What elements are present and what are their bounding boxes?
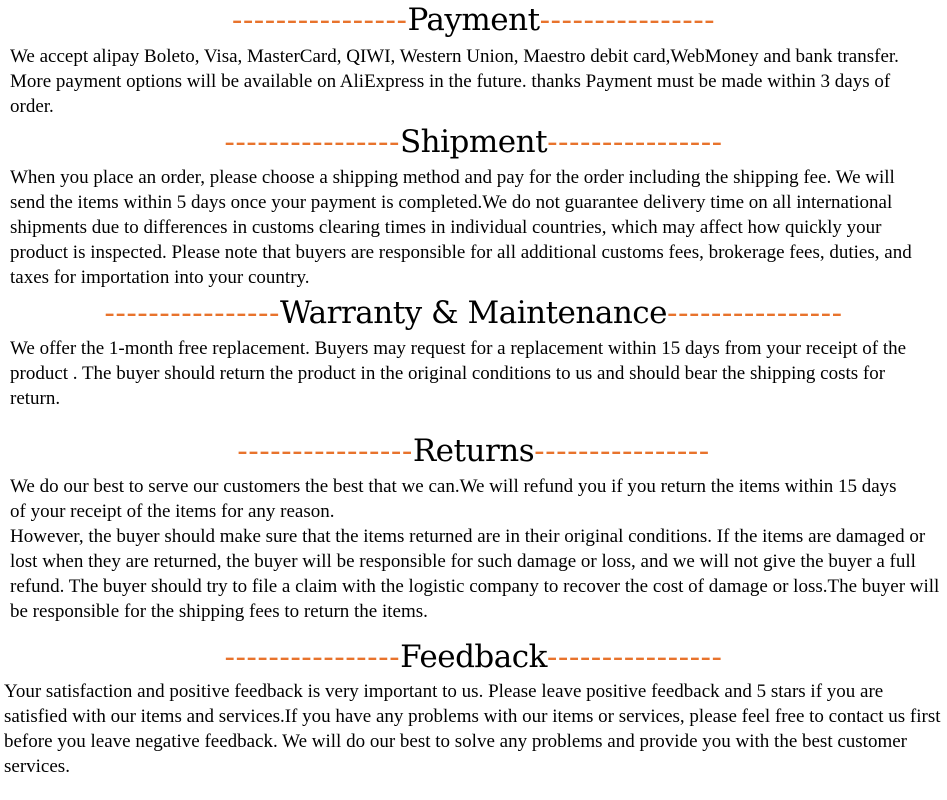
shipment-heading [0, 124, 947, 160]
feedback-heading [0, 639, 947, 675]
heading-dashes-right: ---------------- [547, 124, 723, 160]
payment-text [10, 44, 930, 119]
warranty-paragraph: We offer the 1-month free replacement. Buyers may request for a replacement within 15 days from your receipt of the product . The buyer should return the product in the original conditions to us and should bear the shipping costs for return. [10, 338, 907, 409]
returns-heading [0, 433, 947, 469]
feedback-title: Feedback [400, 639, 547, 675]
returns-paragraph-2: However, the buyer should make sure that the items returned are in their original conditions. If the items are damaged or lost when they are returned, the buyer will be responsible for such damage or loss, and we will not give the buyer a full refund. The buyer should try to file a claim with the logistic company to recover the cost of damage or loss.The buyer will be responsible for the shipping fees to return the items. [10, 526, 940, 622]
returns-text [10, 474, 945, 624]
feedback-text [4, 679, 946, 779]
payment-heading [0, 2, 947, 38]
payment-paragraph: We accept alipay Boleto, Visa, MasterCard, QIWI, Western Union, Maestro debit card,WebMoney and bank transfer. More payment options will be available on AliExpress in the future. thanks Payment must be made within 3 days of order. [10, 46, 899, 117]
heading-dashes-left: ---------------- [224, 124, 400, 160]
heading-dashes-left: ---------------- [231, 2, 408, 38]
shipment-title: Shipment [399, 124, 548, 160]
heading-dashes-left: ---------------- [104, 295, 280, 331]
heading-dashes-right: ---------------- [546, 639, 723, 675]
payment-title: Payment [407, 2, 540, 38]
heading-dashes-right: ---------------- [667, 295, 843, 331]
warranty-heading [0, 295, 947, 331]
returns-title: Returns [412, 433, 535, 469]
heading-dashes-left: ---------------- [237, 433, 413, 469]
heading-dashes-left: ---------------- [224, 639, 401, 675]
shipment-text [10, 165, 930, 290]
shipment-paragraph: When you place an order, please choose a shipping method and pay for the order including the shipping fee. We will send the items within 5 days once your payment is completed.We do not guarantee delivery time on all international shipments due to differences in customs clearing times in individual countries, which may affect how quickly your product is inspected. Please note that buyers are responsible for all additional customs fees, brokerage fees, duties, and taxes for importation into your country. [10, 167, 912, 288]
warranty-title: Warranty & Maintenance [279, 295, 668, 331]
returns-paragraph-1: We do our best to serve our customers the best that we can.We will refund you if you return the items within 15 days of your receipt of the items for any reason. [10, 476, 897, 522]
feedback-paragraph: Your satisfaction and positive feedback is very important to us. Please leave positive feedback and 5 stars if you are satisfied with our items and services.If you have any problems with our items or services, please feel free to contact us first before you leave negative feedback. We will do our best to solve any problems and provide you with the best customer services. [4, 681, 941, 777]
heading-dashes-right: ---------------- [539, 2, 716, 38]
warranty-text [10, 336, 930, 411]
heading-dashes-right: ---------------- [534, 433, 710, 469]
